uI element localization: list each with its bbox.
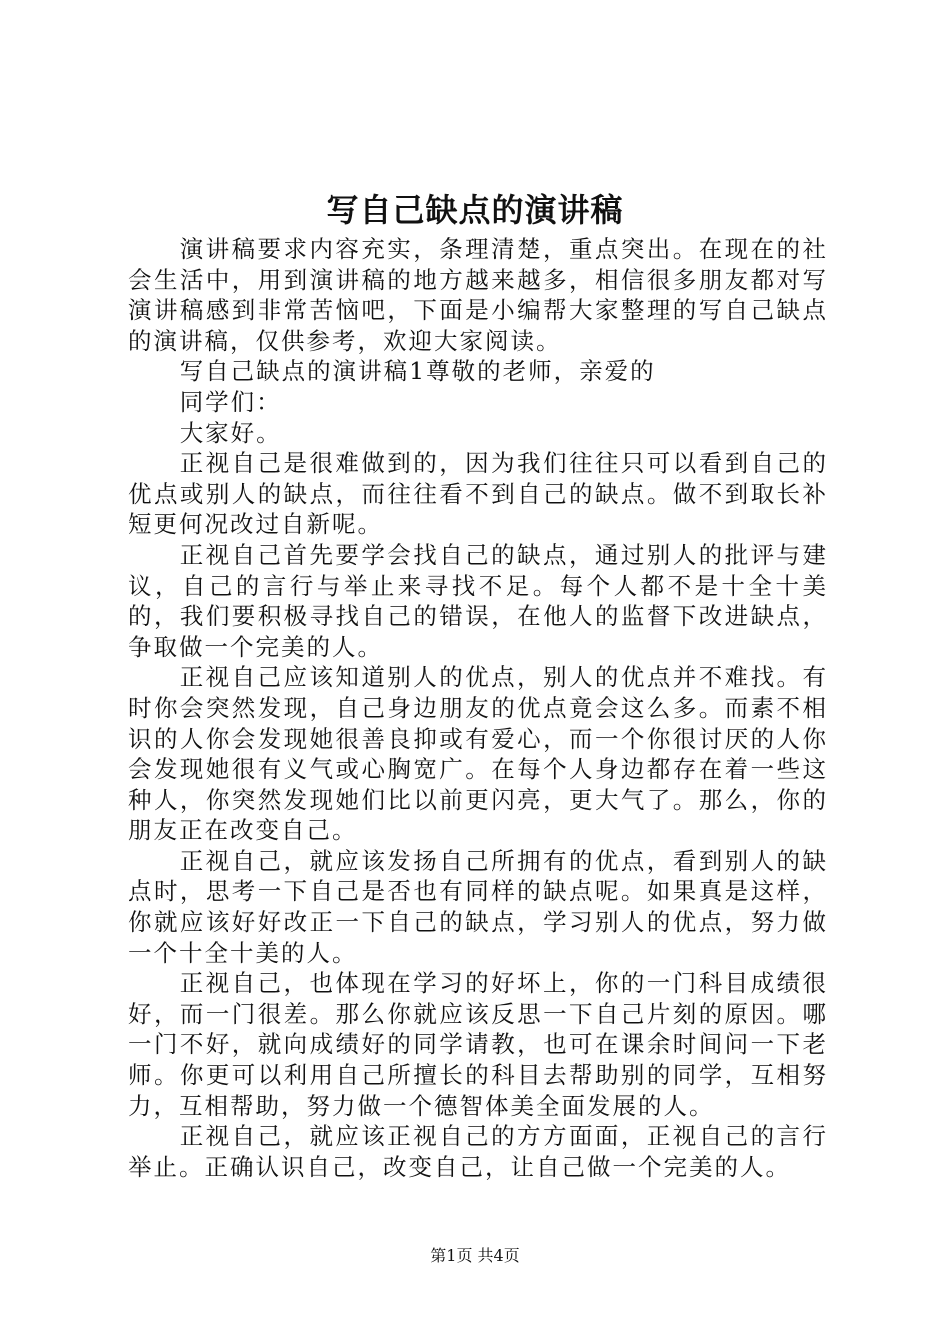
paragraph: 正视自己，就应该发扬自己所拥有的优点，看到别人的缺点时，思考一下自己是否也有同样的缺点呢。如果真是这样，你就应该好好改正一下自己的缺点，学习别人的优点，努力做一个十全十美的人。 [128, 846, 828, 967]
paragraph: 演讲稿要求内容充实，条理清楚，重点突出。在现在的社会生活中，用到演讲稿的地方越来越多，相信很多朋友都对写演讲稿感到非常苦恼吧，下面是小编帮大家整理的写自己缺点的演讲稿，仅供参考，欢迎大家阅读。 [128, 235, 828, 355]
paragraph: 大家好。 [179, 418, 282, 447]
document-title: 写自己缺点的演讲稿 [326, 191, 624, 229]
paragraph: 正视自己应该知道别人的优点，别人的优点并不难找。有时你会突然发现，自己身边朋友的优点竟会这么多。而素不相识的人你会发现她很善良抑或有爱心，而一个你很讨厌的人你会发现她很有义气或心胸宽广。在每个人身边都存在着一些这种人，你突然发现她们比以前更闪亮，更大气了。那么，你的朋友正在改变自己。 [128, 663, 828, 845]
paragraph: 正视自己，也体现在学习的好坏上，你的一门科目成绩很好，而一门很差。那么你就应该反思一下自己片刻的原因。哪一门不好，就向成绩好的同学请教，也可在课余时间问一下老师。你更可以利用自己所擅长的科目去帮助别的同学，互相努力，互相帮助，努力做一个德智体美全面发展的人。 [128, 969, 828, 1120]
paragraph: 写自己缺点的演讲稿1尊敬的老师，亲爱的 [179, 357, 656, 386]
document-body [128, 234, 828, 1182]
paragraph: 正视自己是很难做到的，因为我们往往只可以看到自己的优点或别人的缺点，而往往看不到自己的缺点。做不到取长补短更何况改过自新呢。 [128, 449, 828, 539]
paragraph: 正视自己，就应该正视自己的方方面面，正视自己的言行举止。正确认识自己，改变自己，让自己做一个完美的人。 [128, 1122, 828, 1181]
paragraph: 正视自己首先要学会找自己的缺点，通过别人的批评与建议，自己的言行与举止来寻找不足。每个人都不是十全十美的，我们要积极寻找自己的错误，在他人的监督下改进缺点，争取做一个完美的人。 [128, 540, 828, 661]
page-number-footer: 第1页 共4页 [430, 1246, 520, 1265]
paragraph: 同学们： [179, 387, 282, 416]
